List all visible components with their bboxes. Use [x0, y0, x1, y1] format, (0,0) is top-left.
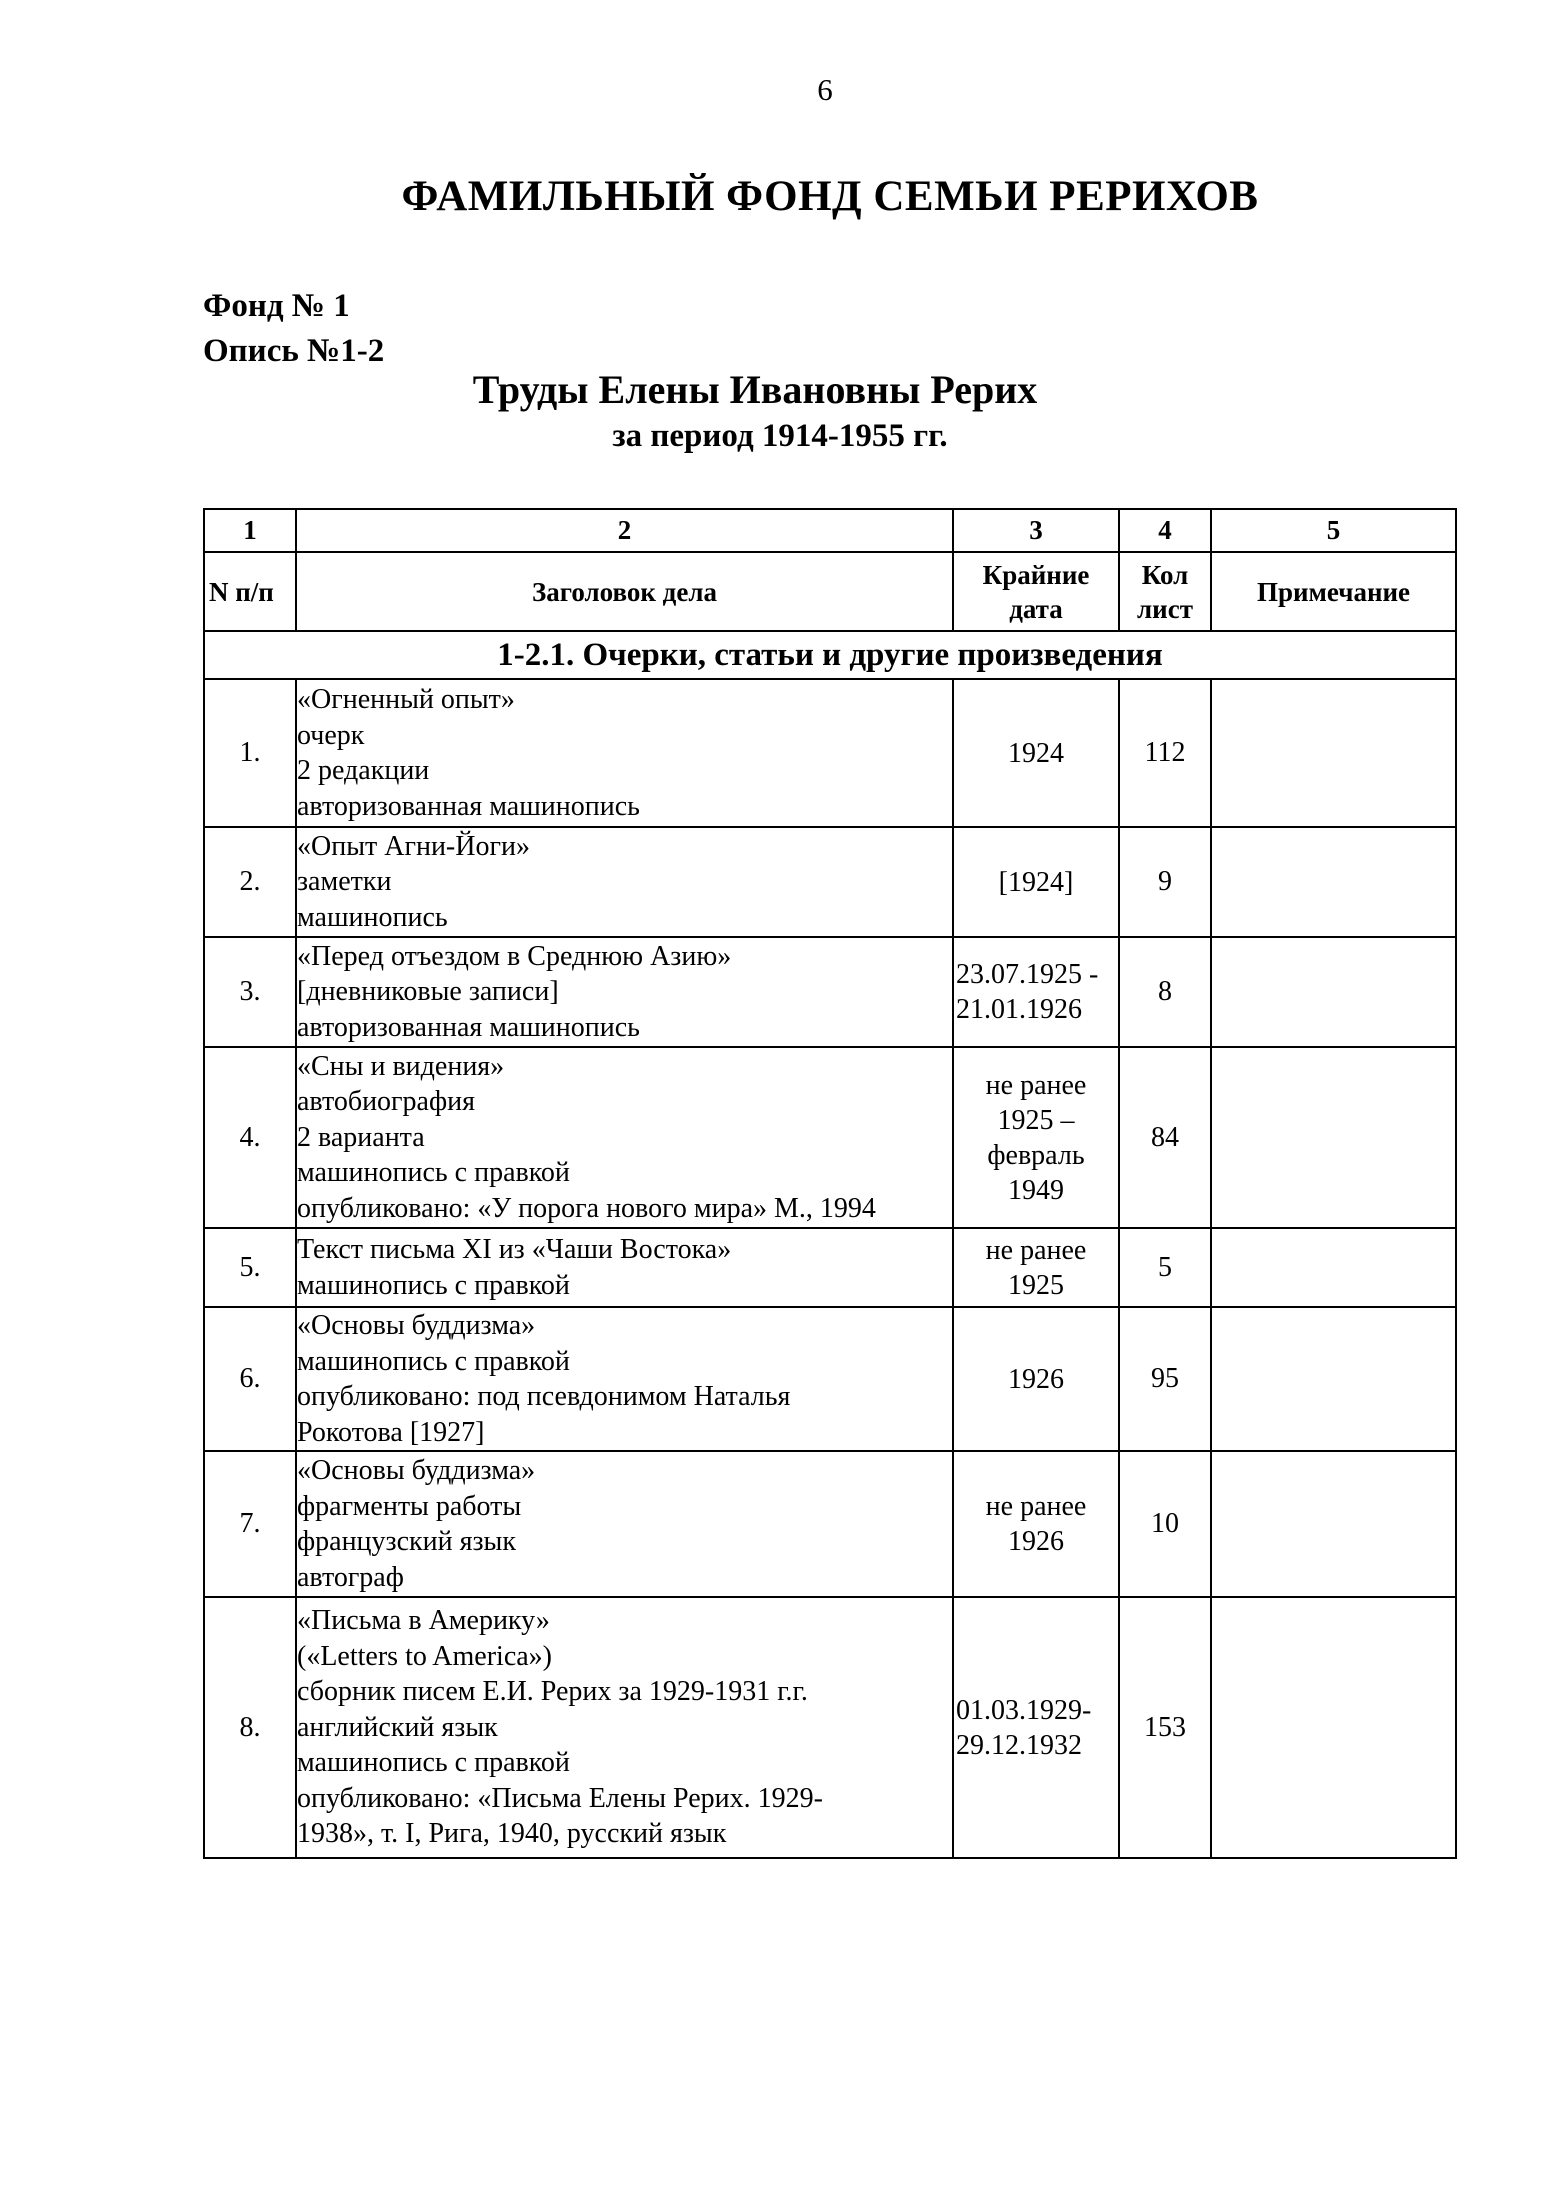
title-line: автобиография — [297, 1086, 475, 1118]
title-line: «Основы буддизма» — [297, 1310, 536, 1341]
title-line: опубликовано: под псевдонимом Наталья — [297, 1381, 791, 1412]
row-note — [1211, 827, 1456, 937]
inventory-number: Опись №1-2 — [203, 333, 385, 369]
header-dates-line: дата — [1009, 593, 1063, 624]
title-line: [дневниковые записи] — [297, 976, 559, 1008]
title-line: «Сны и видения» — [297, 1050, 505, 1082]
row-sheets: 5 — [1119, 1228, 1211, 1307]
row-sheets: 95 — [1119, 1307, 1211, 1451]
date-line: 29.12.1932 — [956, 1729, 1082, 1761]
row-title — [296, 1597, 953, 1858]
title-line: фрагменты работы — [297, 1490, 522, 1522]
date-line: 21.01.1926 — [956, 994, 1082, 1025]
title-line: Рокотова [1927] — [297, 1416, 485, 1448]
row-dates — [953, 1047, 1119, 1228]
title-line: машинопись с правкой — [297, 1747, 570, 1779]
document-title: ФАМИЛЬНЫЙ ФОНД СЕМЬИ РЕРИХОВ — [401, 173, 1259, 220]
row-note — [1211, 1228, 1456, 1307]
row-number: 3. — [204, 937, 296, 1047]
row-title — [296, 1307, 953, 1451]
row-title — [296, 827, 953, 937]
row-dates — [953, 1307, 1119, 1451]
title-line: 2 редакции — [297, 755, 430, 786]
works-title: Труды Елены Ивановны Рерих — [472, 367, 1038, 412]
works-period: за период 1914-1955 гг. — [612, 418, 948, 454]
row-dates — [953, 679, 1119, 827]
title-line: опубликовано: «Письма Елены Рерих. 1929- — [297, 1782, 823, 1814]
column-numbers-row — [204, 509, 1456, 552]
date-line: [1924] — [998, 866, 1074, 898]
date-line: не ранее — [985, 1234, 1087, 1266]
date-line: 1926 — [1008, 1363, 1064, 1395]
title-line: «Перед отъездом в Среднюю Азию» — [297, 940, 732, 972]
row-dates — [953, 1451, 1119, 1597]
title-line: «Огненный опыт» — [297, 684, 515, 715]
title-line: авторизованная машинопись — [297, 1011, 640, 1043]
row-number: 6. — [204, 1307, 296, 1451]
row-number: 7. — [204, 1451, 296, 1597]
row-note — [1211, 937, 1456, 1047]
table-row — [204, 937, 1456, 1047]
date-line: февраль — [987, 1139, 1085, 1171]
header-sheets-line: лист — [1137, 593, 1193, 624]
title-line: («Letters to America») — [297, 1640, 553, 1672]
title-line: 1938», т. I, Рига, 1940, русский язык — [297, 1818, 727, 1850]
title-line: «Основы буддизма» — [297, 1455, 536, 1486]
row-sheets: 112 — [1119, 679, 1211, 827]
row-title — [296, 1228, 953, 1307]
row-note — [1211, 1307, 1456, 1451]
table-row — [204, 1307, 1456, 1451]
row-number: 2. — [204, 827, 296, 937]
row-note — [1211, 1451, 1456, 1597]
row-sheets: 84 — [1119, 1047, 1211, 1228]
date-line: 1949 — [1008, 1174, 1064, 1206]
column-headers-row — [204, 552, 1456, 631]
title-line: Текст письма XI из «Чаши Востока» — [297, 1234, 732, 1265]
column-number: 1 — [204, 509, 296, 552]
row-dates — [953, 827, 1119, 937]
date-line: 1925 – — [997, 1104, 1075, 1136]
title-line: 2 варианта — [297, 1121, 425, 1153]
date-line: 1924 — [1008, 737, 1064, 769]
title-line: опубликовано: «У порога нового мира» М., 1994 — [297, 1192, 876, 1224]
title-line: сборник писем Е.И. Рерих за 1929-1931 г.г. — [297, 1676, 808, 1708]
page-number: 6 — [817, 72, 833, 107]
title-line: «Опыт Агни-Йоги» — [297, 830, 530, 862]
row-number: 8. — [204, 1597, 296, 1858]
row-note — [1211, 1597, 1456, 1858]
row-sheets: 8 — [1119, 937, 1211, 1047]
header-title: Заголовок дела — [296, 552, 953, 631]
title-line: автограф — [297, 1561, 404, 1593]
section-title: 1-2.1. Очерки, статьи и другие произведения — [204, 631, 1456, 679]
date-line: 23.07.1925 - — [956, 959, 1099, 990]
date-line: не ранее — [985, 1491, 1087, 1522]
table-row — [204, 1451, 1456, 1597]
row-note — [1211, 679, 1456, 827]
row-dates — [953, 1228, 1119, 1307]
row-number: 5. — [204, 1228, 296, 1307]
column-number: 4 — [1119, 509, 1211, 552]
title-line: авторизованная машинопись — [297, 790, 640, 822]
header-sheets — [1119, 552, 1211, 631]
row-title — [296, 937, 953, 1047]
row-note — [1211, 1047, 1456, 1228]
date-line: 1925 — [1008, 1269, 1064, 1301]
header-note: Примечание — [1211, 552, 1456, 631]
title-line: машинопись с правкой — [297, 1345, 570, 1377]
row-dates — [953, 937, 1119, 1047]
title-line: машинопись — [297, 901, 448, 933]
row-title — [296, 1451, 953, 1597]
column-number: 5 — [1211, 509, 1456, 552]
row-sheets: 153 — [1119, 1597, 1211, 1858]
title-line: машинопись с правкой — [297, 1157, 570, 1189]
title-line: «Письма в Америку» — [297, 1605, 550, 1637]
inventory-table — [203, 508, 1457, 1859]
table-row — [204, 1047, 1456, 1228]
row-number: 4. — [204, 1047, 296, 1228]
table-row — [204, 679, 1456, 827]
fund-number: Фонд № 1 — [203, 288, 350, 324]
section-row — [204, 631, 1456, 679]
title-line: французский язык — [297, 1526, 516, 1557]
title-line: машинопись с правкой — [297, 1269, 570, 1301]
date-line: 1926 — [1008, 1526, 1064, 1557]
table-row — [204, 1597, 1456, 1858]
header-dates — [953, 552, 1119, 631]
column-number: 3 — [953, 509, 1119, 552]
title-line: английский язык — [297, 1711, 498, 1743]
row-title — [296, 1047, 953, 1228]
row-title — [296, 679, 953, 827]
table-row — [204, 827, 1456, 937]
date-line: 01.03.1929- — [956, 1694, 1092, 1726]
table-row — [204, 1228, 1456, 1307]
column-number: 2 — [296, 509, 953, 552]
header-sheets-line: Кол — [1141, 559, 1189, 590]
row-sheets: 10 — [1119, 1451, 1211, 1597]
row-dates — [953, 1597, 1119, 1858]
header-dates-line: Крайние — [982, 559, 1090, 590]
title-line: заметки — [297, 866, 392, 898]
header-number: N п/п — [204, 552, 296, 631]
row-number: 1. — [204, 679, 296, 827]
title-line: очерк — [297, 719, 365, 751]
date-line: не ранее — [985, 1069, 1087, 1101]
row-sheets: 9 — [1119, 827, 1211, 937]
